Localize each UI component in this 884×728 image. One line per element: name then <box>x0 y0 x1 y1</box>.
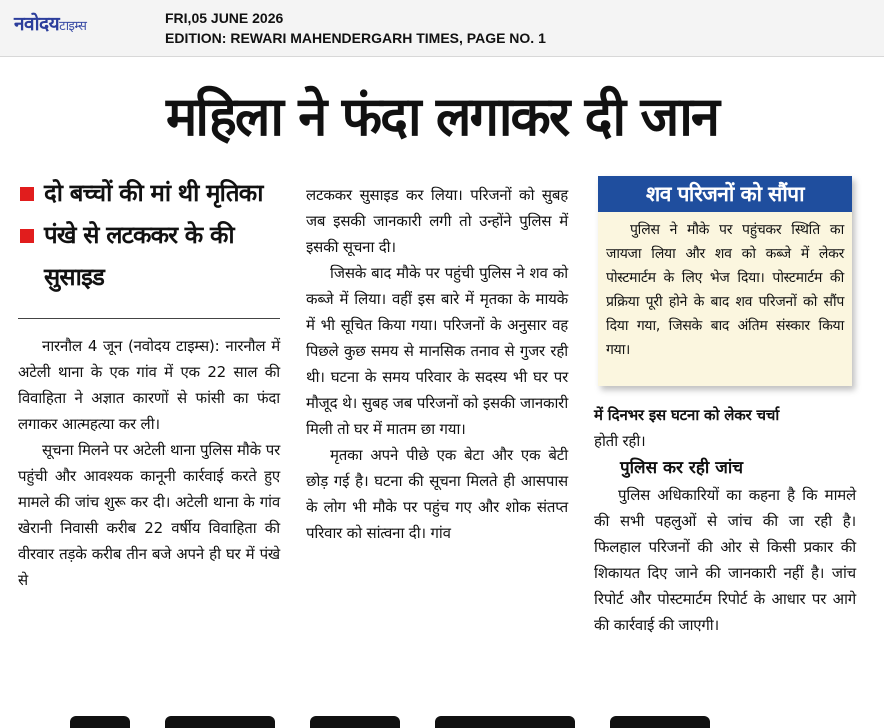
highlight-bullet-text: पंखे से लटककर के की सुसाइड <box>44 221 234 291</box>
cutoff-text-fragment <box>610 716 710 728</box>
article-paragraph: सूचना मिलने पर अटेली थाना पुलिस मौके पर पहुंची और आवश्यक कानूनी कार्रवाई करते हुए मामले की जांच शुरू कर दी। अटेली थाना के गांव खेरानी निवासी करीब 22 वर्षीय विवाहिता की वीरवार तड़के करीब तीन बजे अपने ही घर में पंखे से <box>18 441 280 589</box>
highlight-bullet-text: दो बच्चों की मां थी मृतिका <box>44 179 263 207</box>
highlight-bullet <box>18 172 280 214</box>
highlight-bullet <box>18 214 280 298</box>
cutoff-text-fragment <box>165 716 275 728</box>
logo-sub-text: टाइम्स <box>59 19 87 34</box>
article-headline: महिला ने फंदा लगाकर दी जान <box>166 85 718 148</box>
article-paragraph: पुलिस अधिकारियों का कहना है कि मामले की सभी पहलुओं से जांच की जा रही है। फिलहाल परिजनों की ओर से किसी प्रकार की शिकायत दिए जाने की जानकारी नहीं है। जांच रिपोर्ट और पोस्टमार्टम रिपोर्ट के आधार पर आगे की कार्रवाई की जाएगी। <box>594 486 856 634</box>
edition-info: EDITION: REWARI MAHENDERGARH TIMES, PAGE NO. 1 <box>165 30 546 46</box>
article-column-1 <box>18 172 280 593</box>
sidebar-box <box>598 176 852 386</box>
red-square-icon <box>20 187 34 201</box>
logo-main-text: नवोदय <box>14 13 60 35</box>
article-paragraph: नारनौल 4 जून (नवोदय टाइम्स): नारनौल में अटेली थाना के एक गांव में एक 22 साल की विवाहिता ने अज्ञात कारणों से फांसी का फंदा लगाकर आत्महत्या कर ली। <box>18 337 280 433</box>
page-header <box>0 0 884 57</box>
issue-date: FRI,05 JUNE 2026 <box>165 10 284 26</box>
article-column-3 <box>594 402 856 638</box>
column-divider <box>18 318 280 319</box>
article-paragraph: लटककर सुसाइड कर लिया। परिजनों को सुबह जब इसकी जानकारी लगी तो उन्होंने पुलिस में इसकी सूचना दी। <box>306 186 568 256</box>
next-headline-cutoff <box>70 716 810 728</box>
article-lead-bold: में दिनभर इस घटना को लेकर चर्चा <box>594 406 780 424</box>
article-paragraph: मृतका अपने पीछे एक बेटा और एक बेटी छोड़ गई है। घटना की सूचना मिलते ही आसपास के लोग भी मौके पर पहुंच गए और शोक संतप्त परिवार को सांत्वना दी। गांव <box>306 446 568 542</box>
red-square-icon <box>20 229 34 243</box>
article-column-2 <box>306 182 568 546</box>
cutoff-text-fragment <box>435 716 575 728</box>
article-lead-rest: होती रही। <box>594 432 646 450</box>
article-paragraph: जिसके बाद मौके पर पहुंची पुलिस ने शव को कब्जे में लिया। वहीं इस बारे में मृतका के मायके में भी सूचित किया गया। परिजनों के अनुसार वह पिछले कुछ समय से मानसिक तनाव से गुजर रही थी। घटना के समय परिवार के सदस्य भी घर पर मौजूद थे। सुबह जब परिजनों को इसकी जानकारी मिली तो घर में मातम छा गया। <box>306 264 568 438</box>
section-subhead: पुलिस कर रही जांच <box>620 458 744 478</box>
sidebar-box-text: पुलिस ने मौके पर पहुंचकर स्थिति का जायजा लिया और शव को कब्जे में लेकर पोस्टमार्टम के लिए भेज दिया। पोस्टमार्टम की प्रक्रिया पूरी होने के बाद शव परिजनों को सौंप दिया गया, जिसके बाद अंतिम संस्कार किया गया। <box>606 222 844 358</box>
newspaper-logo[interactable] <box>14 10 86 36</box>
cutoff-text-fragment <box>70 716 130 728</box>
sidebar-box-title: शव परिजनों को सौंपा <box>598 176 852 212</box>
cutoff-text-fragment <box>310 716 400 728</box>
edition-meta <box>165 8 546 48</box>
